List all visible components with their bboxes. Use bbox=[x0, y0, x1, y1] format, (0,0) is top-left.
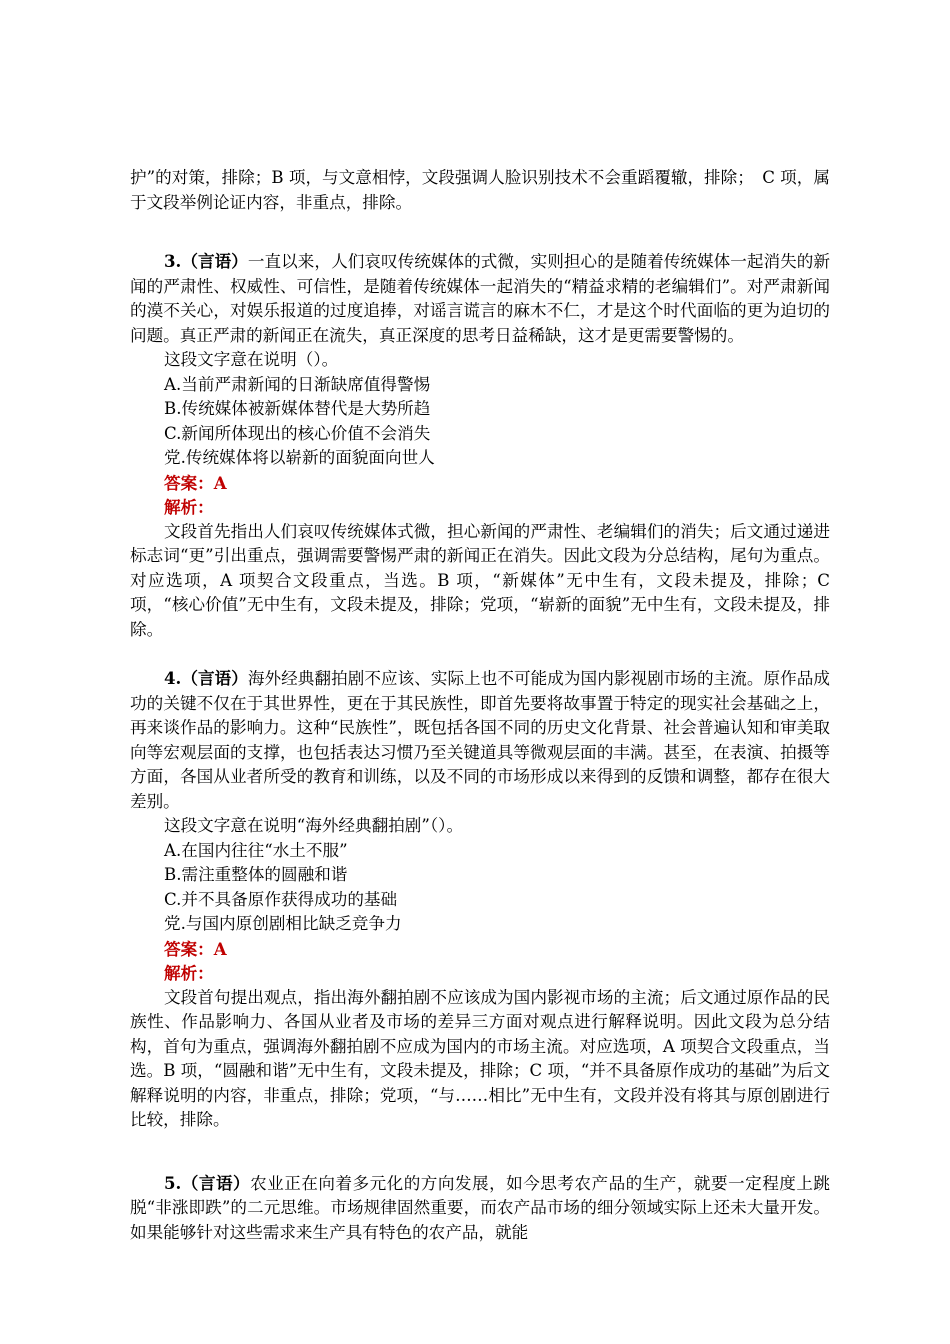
analysis-body: 文段首先指出人们哀叹传统媒体式微，担心新闻的严肃性、老编辑们的消失；后文通过递进标志词“更”引出重点，强调需要警惕严肃的新闻正在消失。因此文段为分总结构，尾句为重点。对应选项，A 项契合文段重点，当选。B 项，“新媒体”无中生有，文段未提及，排除；C 项，“核心价值”无中生有，文段未提及，排除；党项，“崭新的面貌”无中生有，文段未提及，排除。 bbox=[130, 521, 830, 639]
analysis-text bbox=[130, 520, 830, 643]
option-a: A.在国内往往“水土不服” bbox=[164, 840, 348, 860]
question-5 bbox=[130, 1171, 830, 1246]
question-text: 一直以来，人们哀叹传统媒体的式微，实则担心的是随着传统媒体一起消失的新闻的严肃性、权威性、可信性，是随着传统媒体一起消失的“精益求精的老编辑们”。对严肃新闻的漠不关心，对娱乐报道的过度追捧，对谣言谎言的麻木不仁，才是这个时代面临的更为迫切的问题。真正严肃的新闻正在流失，真正深度的思考日益稀缺，这才是更需要警惕的。 bbox=[130, 252, 831, 345]
spacer bbox=[130, 1133, 830, 1171]
option-b: B.传统媒体被新媒体替代是大势所趋 bbox=[164, 399, 431, 418]
intro-paragraph: 护”的对策，排除；B 项，与文意相悖，文段强调人脸识别技术不会重蹈覆辙，排除； C 项，属于文段举例论证内容，非重点，排除。 bbox=[130, 168, 830, 212]
question-4 bbox=[130, 666, 830, 1133]
analysis-body: 文段首句提出观点，指出海外翻拍剧不应该成为国内影视市场的主流；后文通过原作品的民族性、作品影响力、各国从业者及市场的差异三方面对观点进行解释说明。因此文段为总分结构，首句为重点，强调海外翻拍剧不应成为国内的市场主流。对应选项，A 项契合文段重点，当选。B 项，“圆融和谐”无中生有，文段未提及，排除；C 项，“并不具备原作成功的基础”为后文解释说明的内容，非重点，排除；党项，“与……相比”无中生有，文段并没有将其与原创剧进行比较，排除。 bbox=[130, 987, 830, 1129]
question-number: 4.（言语） bbox=[164, 668, 248, 688]
question-stem bbox=[130, 249, 830, 348]
question-number: 3.（言语） bbox=[164, 251, 248, 271]
question-prompt: 这段文字意在说明“海外经典翻拍剧”（）。 bbox=[164, 816, 464, 835]
question-stem bbox=[130, 1171, 830, 1246]
option-c: C.并不具备原作获得成功的基础 bbox=[164, 889, 398, 909]
analysis-label: 解析： bbox=[164, 497, 214, 517]
question-stem bbox=[130, 666, 830, 814]
spacer bbox=[130, 642, 830, 666]
answer-label: 答案：A bbox=[164, 938, 227, 959]
analysis-text bbox=[130, 986, 830, 1133]
question-text: 农业正在向着多元化的方向发展，如今思考农产品的生产，就要一定程度上跳脱“非涨即跌”的二元思维。市场规律固然重要，而农产品市场的细分领域实际上还未大量开发。如果能够针对这些需求来生产具有特色的农产品，就能 bbox=[130, 1173, 831, 1242]
question-prompt: 这段文字意在说明（）。 bbox=[164, 350, 339, 369]
analysis-label: 解析： bbox=[164, 963, 214, 983]
question-text: 海外经典翻拍剧不应该、实际上也不可能成为国内影视剧市场的主流。原作品成功的关键不仅在于其世界性，更在于其民族性，即首先要将故事置于特定的现实社会基础之上，再来谈作品的影响力。这种“民族性”，既包括各国不同的历史文化背景、社会普遍认知和审美取向等宏观层面的支撑，也包括表达习惯乃至关键道具等微观层面的丰满。甚至，在表演、拍摄等方面，各国从业者所受的教育和训练，以及不同的市场形成以来得到的反馈和调整，都存在很大差别。 bbox=[130, 669, 831, 811]
document-page bbox=[130, 166, 830, 1245]
analysis-indent bbox=[130, 988, 164, 1007]
option-b: B.需注重整体的圆融和谐 bbox=[164, 865, 348, 884]
spacer bbox=[130, 215, 830, 249]
option-d: 党.与国内原创剧相比缺乏竞争力 bbox=[164, 914, 402, 933]
question-number: 5.（言语） bbox=[164, 1172, 251, 1193]
option-a: A.当前严肃新闻的日渐缺席值得警惕 bbox=[164, 374, 431, 394]
question-3 bbox=[130, 249, 830, 642]
option-c: C.新闻所体现出的核心价值不会消失 bbox=[164, 423, 431, 443]
analysis-indent bbox=[130, 522, 164, 541]
answer-label: 答案：A bbox=[164, 472, 227, 493]
option-d: 党.传统媒体将以崭新的面貌面向世人 bbox=[164, 448, 435, 467]
